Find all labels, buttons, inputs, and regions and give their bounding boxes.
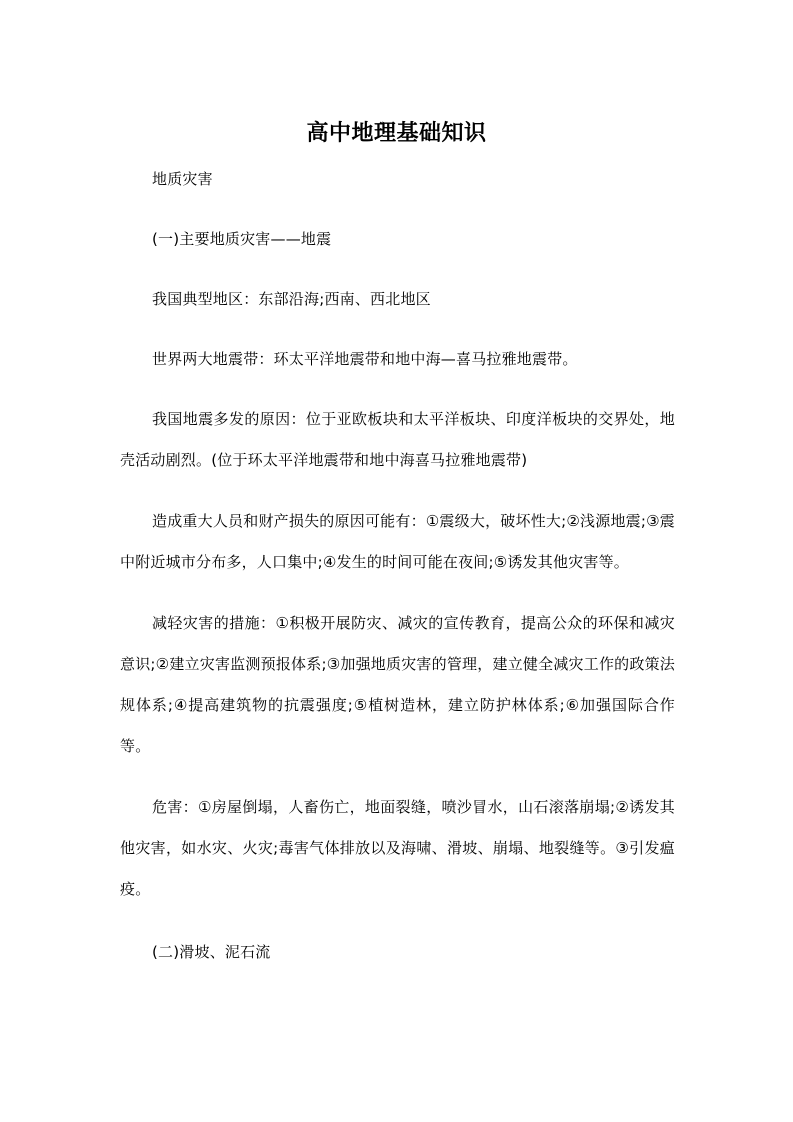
- paragraph: 我国地震多发的原因：位于亚欧板块和太平洋板块、印度洋板块的交界处，地壳活动剧烈。(位于环太平洋地震带和地中海喜马拉雅地震带): [120, 410, 675, 469]
- paragraph: 世界两大地震带：环太平洋地震带和地中海—喜马拉雅地震带。: [152, 350, 578, 368]
- page-title: 高中地理基础知识: [306, 120, 487, 146]
- paragraph: 我国典型地区：东部沿海;西南、西北地区: [152, 290, 431, 308]
- paragraph: 危害：①房屋倒塌，人畜伤亡，地面裂缝，喷沙冒水，山石滚落崩塌;②诱发其他灾害，如水灾、火灾;毒害气体排放以及海啸、滑坡、崩塌、地裂缝等。③引发瘟疫。: [120, 798, 675, 898]
- paragraph: 减轻灾害的措施：①积极开展防灾、减灾的宣传教育，提高公众的环保和减灾意识;②建立灾害监测预报体系;③加强地质灾害的管理，建立健全减灾工作的政策法规体系;④提高建筑物的抗震强度;⑤植树造林，建立防护林体系;⑥加强国际合作等。: [120, 614, 675, 755]
- subsection-heading: (二)滑坡、泥石流: [152, 943, 271, 961]
- subsection-heading: (一)主要地质灾害——地震: [152, 230, 332, 248]
- section-heading: 地质灾害: [152, 170, 213, 188]
- paragraph: 造成重大人员和财产损失的原因可能有：①震级大，破坏性大;②浅源地震;③震中附近城市分布多，人口集中;④发生的时间可能在夜间;⑤诱发其他灾害等。: [120, 512, 675, 571]
